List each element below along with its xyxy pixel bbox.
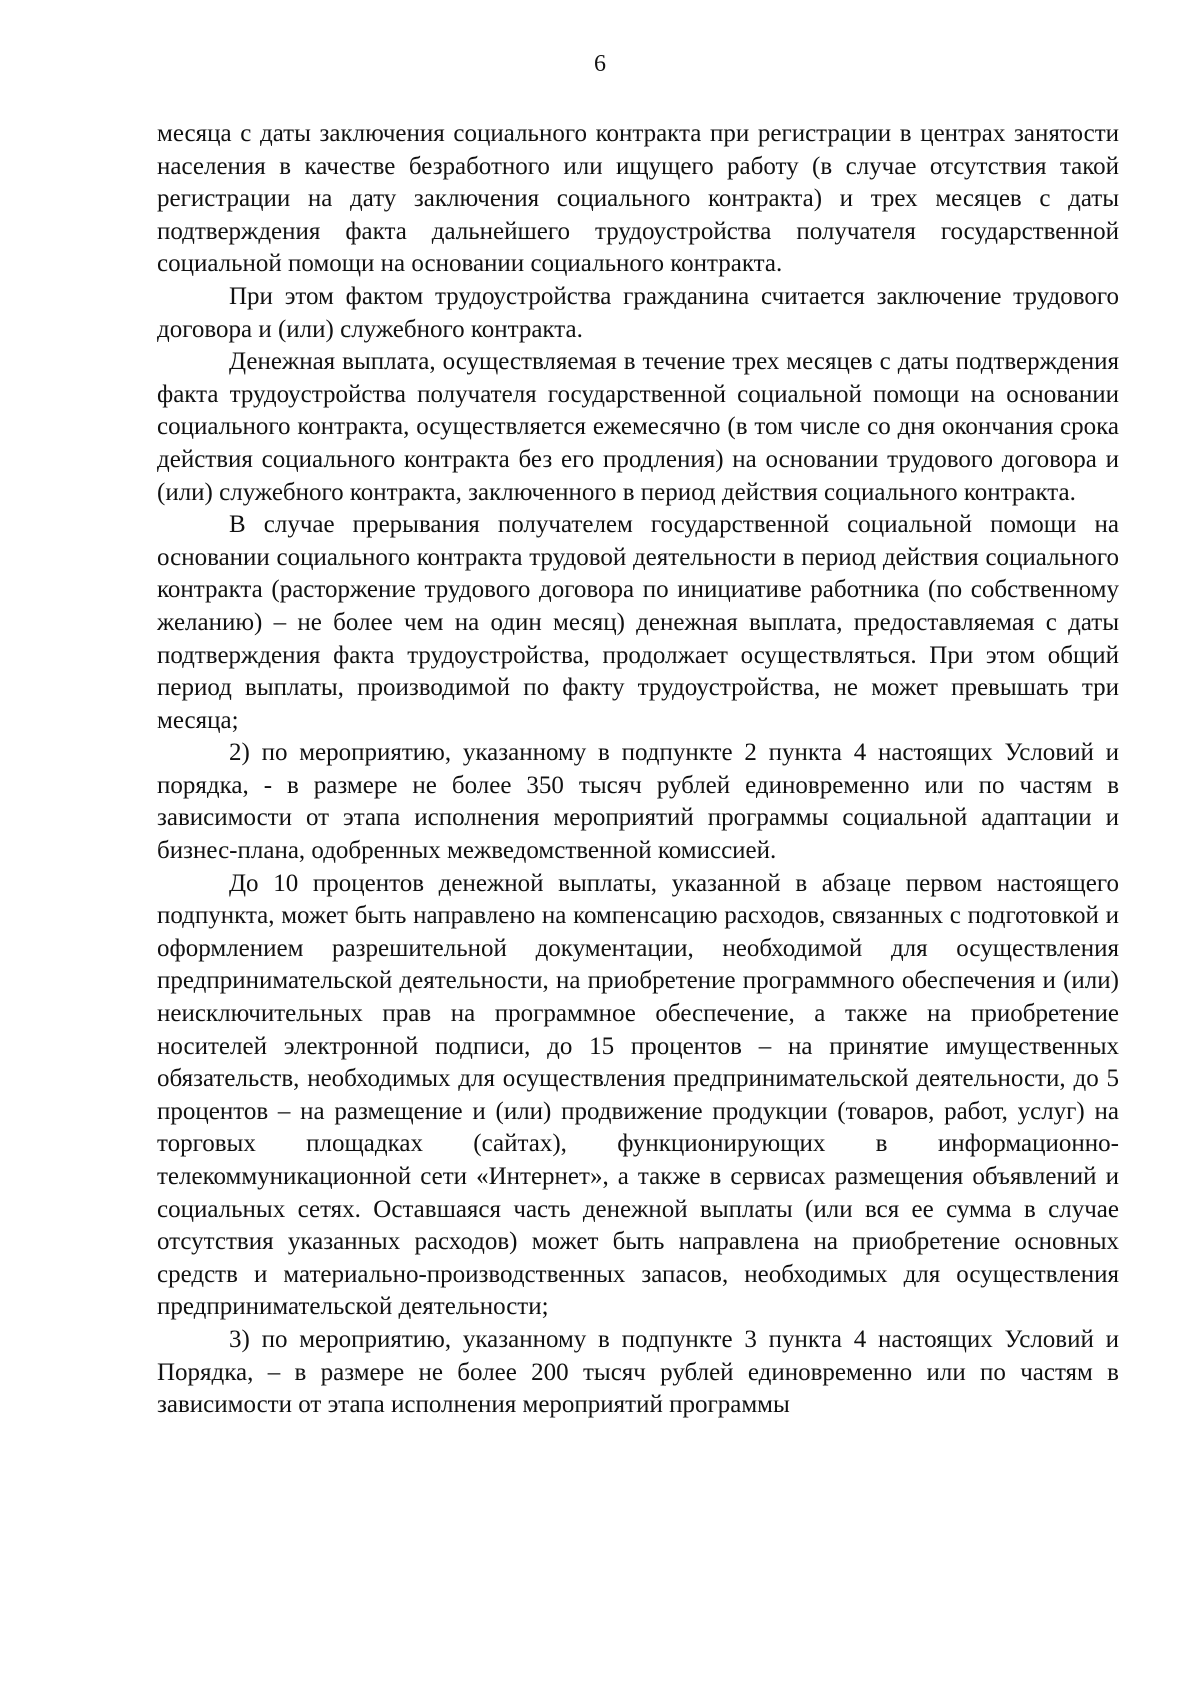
paragraph-employment-fact: При этом фактом трудоустройства гражданина считается заключение трудового договора и (или) служебного контракта.	[157, 282, 1119, 343]
paragraph-continuation: месяца с даты заключения социального контракта при регистрации в центрах занятости населения в качестве безработного или ищущего работу (в случае отсутствия такой регистрации на дату заключения социального контракта) и трех месяцев с даты подтверждения факта дальнейшего трудоустройства получателя государственной социальной помощи на основании социального контракта.	[157, 120, 1119, 278]
paragraph-monthly-payment: Денежная выплата, осуществляемая в течение трех месяцев с даты подтверждения факта трудоустройства получателя государственной социальной помощи на основании социального контракта, осуществляется ежемесячно (в том числе со дня окончания срока действия социального контракта без его продления) на основании трудового договора и (или) служебного контракта, заключенного в период действия социального контракта.	[157, 348, 1119, 506]
paragraph-item-3: 3) по мероприятию, указанному в подпункте 3 пункта 4 настоящих Условий и Порядка, – в размере не более 200 тысяч рублей единовременно или по частям в зависимости от этапа исполнения мероприятий программы	[157, 1325, 1119, 1419]
paragraph-interruption: В случае прерывания получателем государственной социальной помощи на основании социального контракта трудовой деятельности в период действия социального контракта (расторжение трудового договора по инициативе работника (по собственному желанию) – не более чем на один месяц) денежная выплата, предоставляемая с даты подтверждения факта трудоустройства, продолжает осуществляться. При этом общий период выплаты, производимой по факту трудоустройства, не может превышать три месяца;	[157, 511, 1119, 734]
page-number: 6	[594, 51, 606, 77]
paragraph-expenses: До 10 процентов денежной выплаты, указанной в абзаце первом настоящего подпункта, может быть направлено на компенсацию расходов, связанных с подготовкой и оформлением разрешительной документации, необходимой для осуществления предпринимательской деятельности, на приобретение программного обеспечения и (или) неисключительных прав на программное обеспечение, а также на приобретение носителей электронной подписи, до 15 процентов – на принятие имущественных обязательств, необходимых для осуществления предпринимательской деятельности, до 5 процентов – на размещение и (или) продвижение продукции (товаров, работ, услуг) на торговых площадках (сайтах), функционирующих в информационно-телекоммуникационной сети «Интернет», а также в сервисах размещения объявлений и социальных сетях. Оставшаяся часть денежной выплаты (или вся ее сумма в случае отсутствия указанных расходов) может быть направлена на приобретение основных средств и материально-производственных запасов, необходимых для осуществления предпринимательской деятельности;	[157, 869, 1119, 1321]
document-body	[157, 118, 1119, 1422]
paragraph-item-2: 2) по мероприятию, указанному в подпункте 2 пункта 4 настоящих Условий и порядка, - в размере не более 350 тысяч рублей единовременно или по частям в зависимости от этапа исполнения мероприятий программы социальной адаптации и бизнес-плана, одобренных межведомственной комиссией.	[157, 739, 1119, 865]
